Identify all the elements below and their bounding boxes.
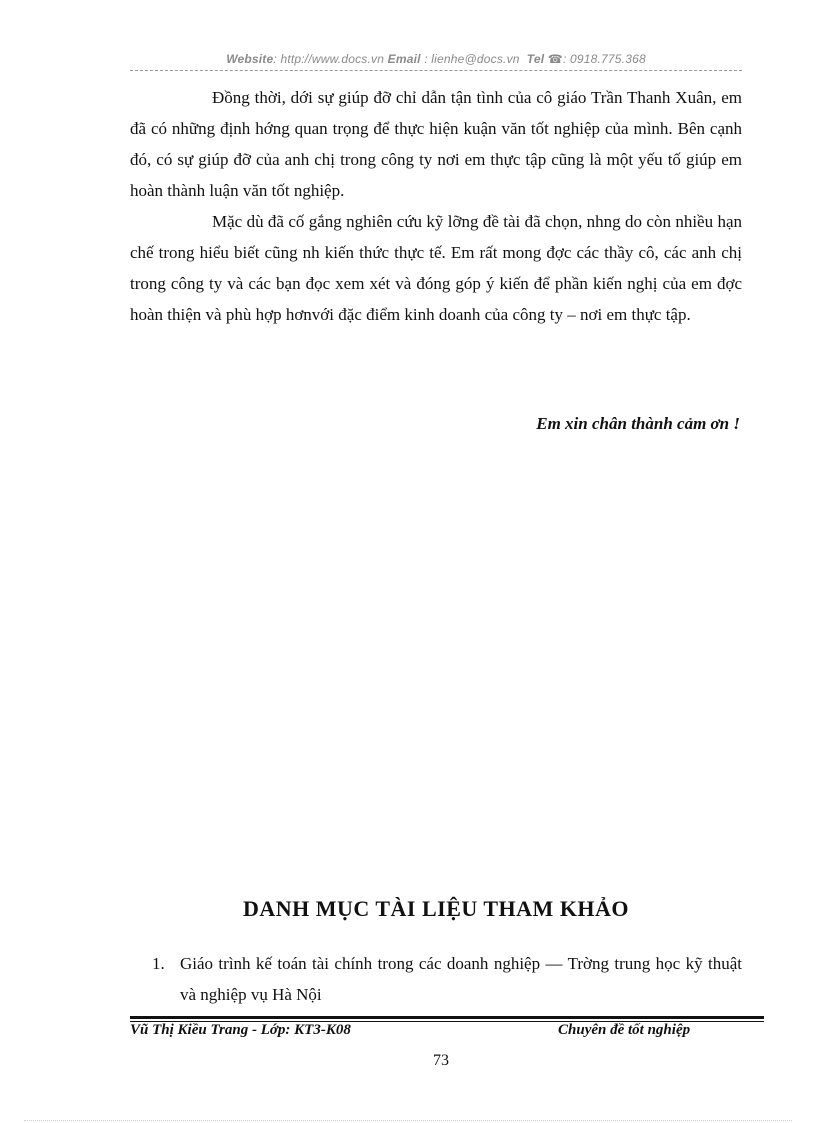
paragraph-request-feedback: Mặc dù đã cố gắng nghiên cứu kỹ lỡng đề tài đã chọn, nhng do còn nhiều hạn chế trong hiểu biết cũng nh kiến thức thực tế. Em rất mong đợc các thầy cô, các anh chị trong công ty và các bạn đọc xem xét và đóng góp ý kiến để phần kiến nghị của em đợc hoàn thiện và phù hợp hơnvới đặc điểm kinh doanh của công ty – nơi em thực tập. bbox=[130, 212, 742, 324]
tel-value: : 0918.775.368 bbox=[562, 52, 646, 66]
body-text bbox=[130, 82, 742, 330]
footer-doc-type: Chuyên đề tốt nghiệp bbox=[558, 1022, 691, 1038]
email-value: : lienhe@docs.vn bbox=[424, 52, 520, 66]
paragraph-acknowledgement: Đồng thời, dới sự giúp đỡ chỉ dẫn tận tình của cô giáo Trần Thanh Xuân, em đã có những định hớng quan trọng để thực hiện kuận văn tốt nghiệp của mình. Bên cạnh đó, có sự giúp đỡ của anh chị trong công ty nơi em thực tập cũng là một yếu tố giúp em hoàn thành luận văn tốt nghiệp. bbox=[130, 88, 742, 200]
page-number: 73 bbox=[433, 1052, 449, 1069]
page-edge bbox=[24, 1120, 792, 1121]
email-label: Email bbox=[387, 52, 421, 66]
website-value: : http://www.docs.vn bbox=[273, 52, 385, 66]
reference-item bbox=[152, 948, 742, 1010]
footer-divider-thick bbox=[130, 1016, 764, 1019]
website-label: Website bbox=[226, 52, 274, 66]
reference-number: 1. bbox=[152, 954, 165, 973]
footer-author: Vũ Thị Kiều Trang - Lớp: KT3-K08 bbox=[130, 1022, 351, 1038]
header-divider bbox=[130, 70, 742, 71]
reference-text: Giáo trình kế toán tài chính trong các doanh nghiệp — Trờng trung học kỹ thuật và nghiệp vụ Hà Nội bbox=[180, 954, 742, 1004]
closing-thanks: Em xin chân thành cảm ơn ! bbox=[536, 414, 740, 433]
references-title: DANH MỤC TÀI LIỆU THAM KHẢO bbox=[242, 896, 630, 921]
page-header bbox=[130, 52, 742, 66]
references-list bbox=[152, 948, 742, 1010]
phone-icon: ☎ bbox=[547, 52, 563, 66]
tel-label: Tel bbox=[526, 52, 545, 66]
